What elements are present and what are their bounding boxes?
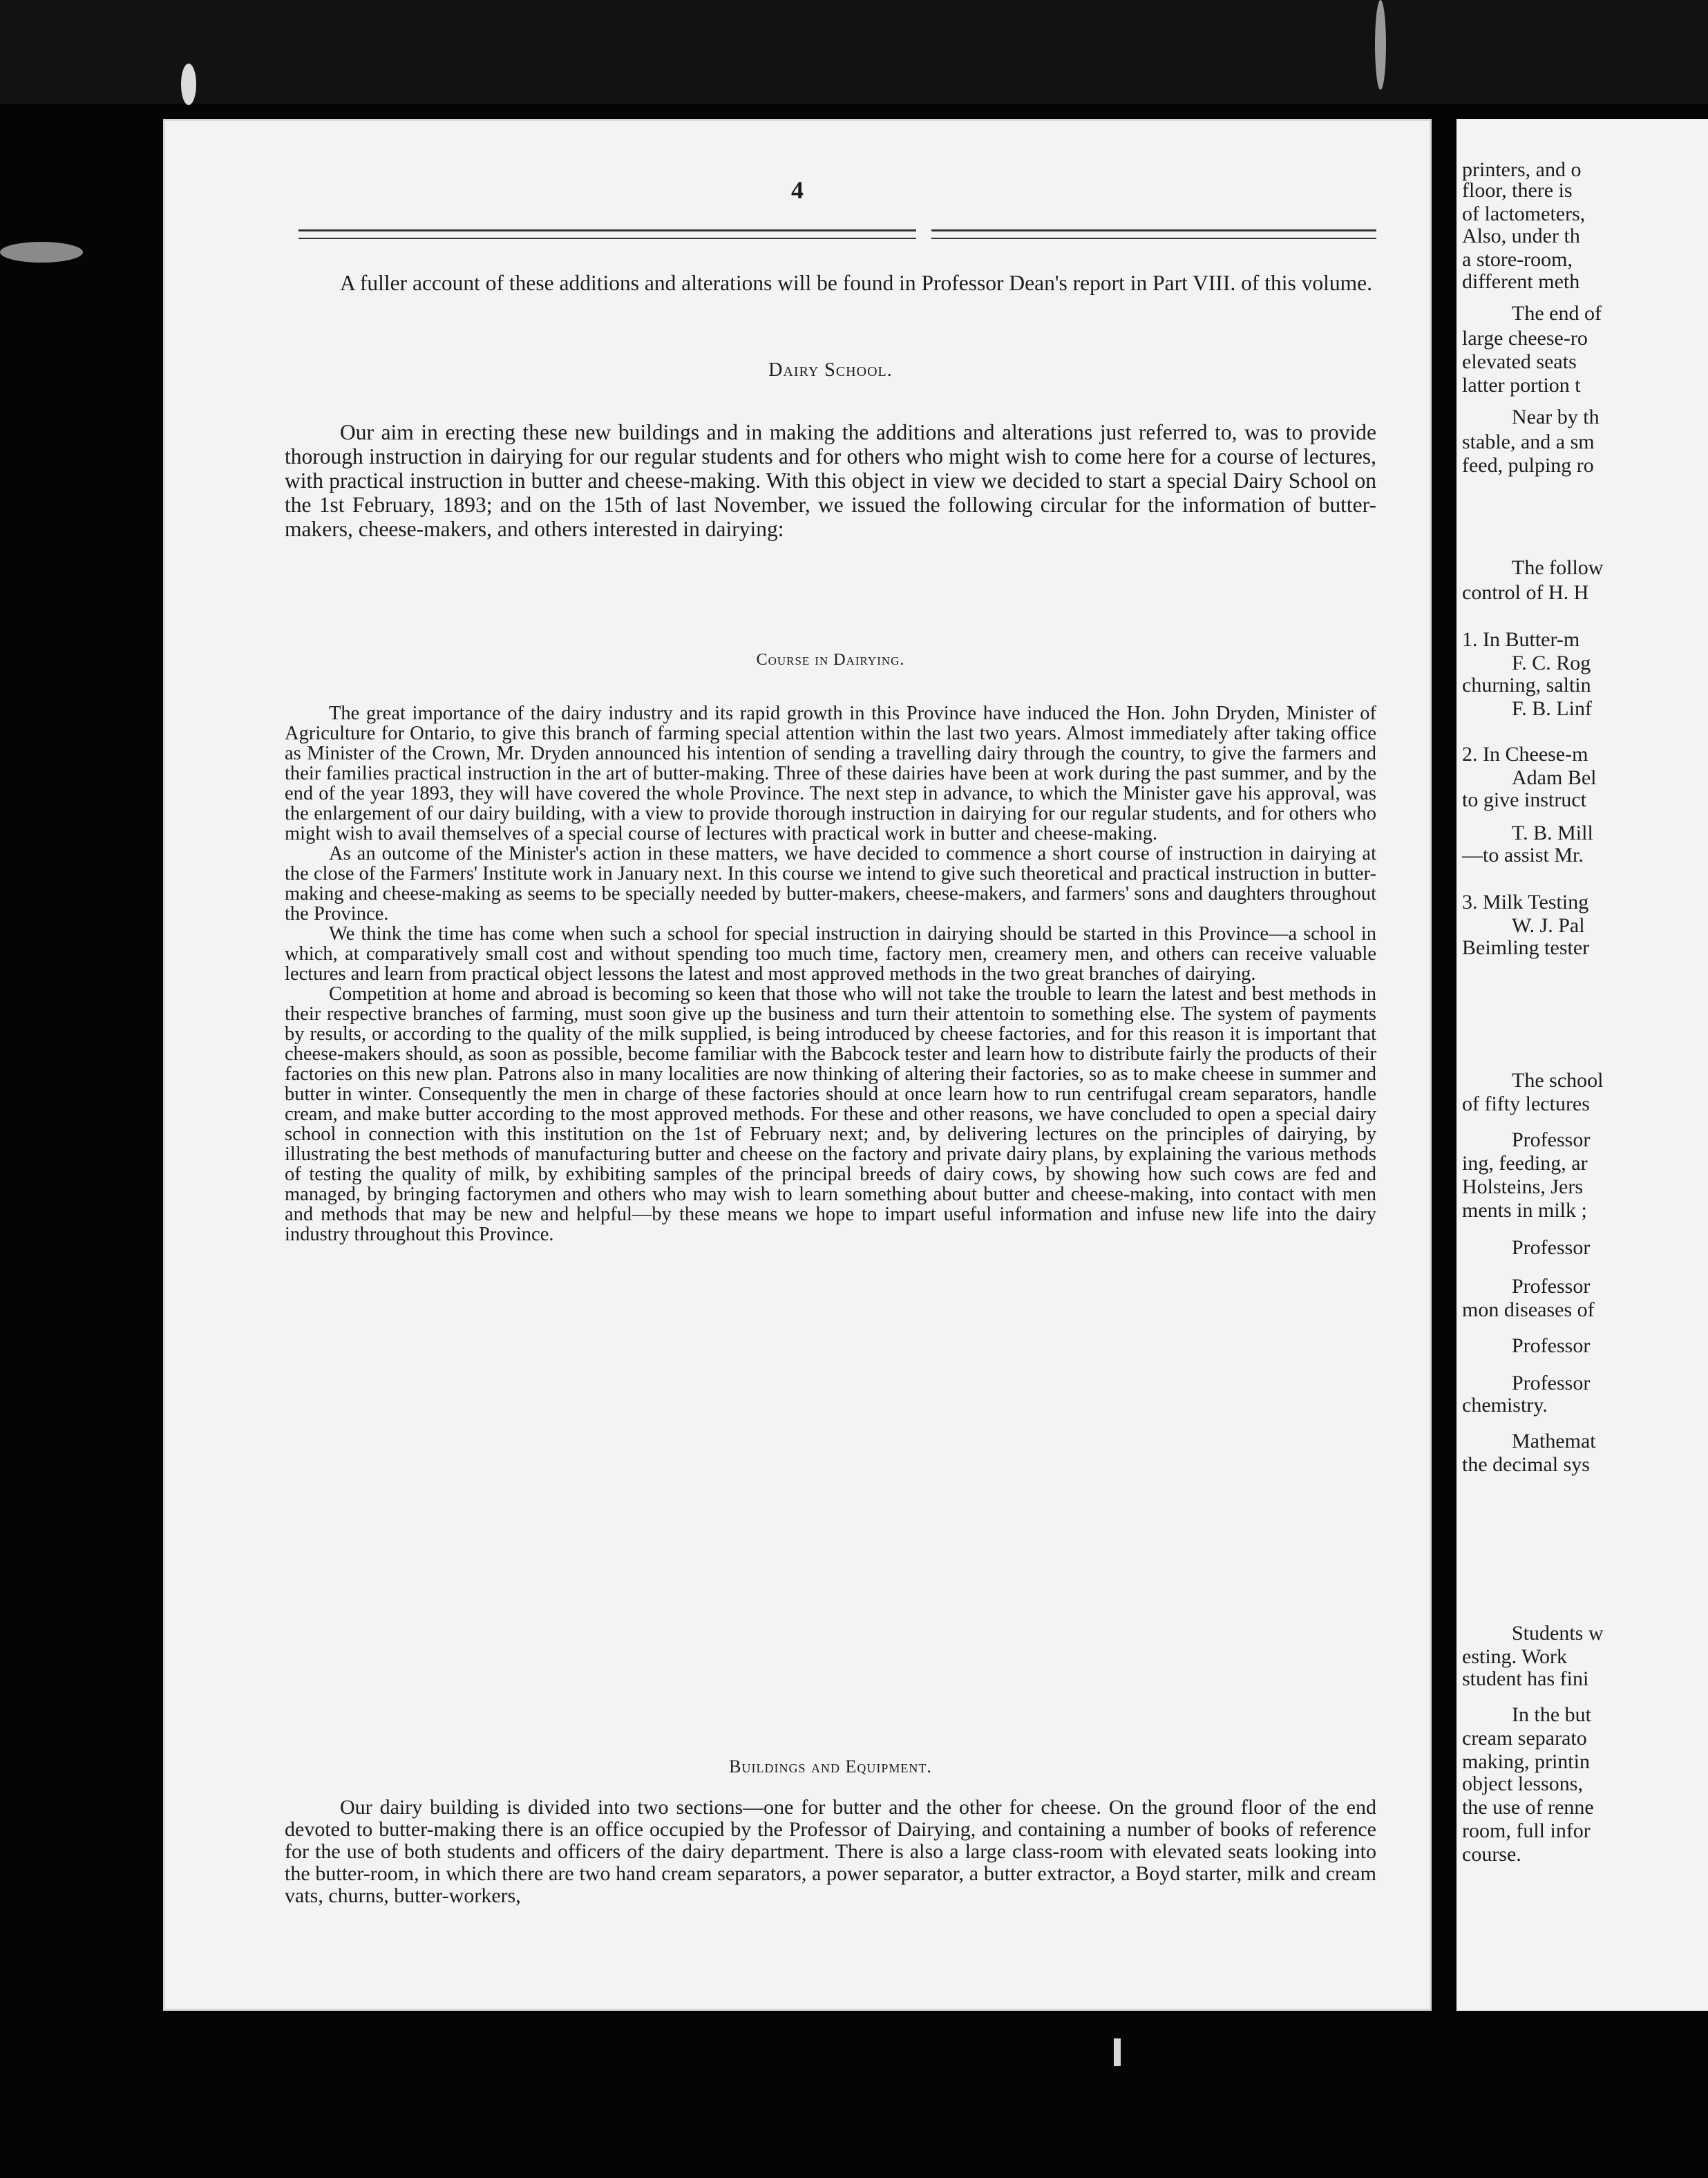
adjacent-page-line: elevated seats bbox=[1462, 350, 1577, 373]
course-paragraph: Competition at home and abroad is becoming so keen that those who will not take the trouble to learn the latest and best methods in their respective branches of farming, must soon give up the business and turn their attentoin to something else. The system of payments by results, or according to the quality of the milk supplied, is being introduced by cheese factories, and for this reason it is important that cheese-makers should, as soon as possible, become familiar with the Babcock tester and learn how to distribute fairly the products of their factories on this new plan. Patrons also in many localities are now thinking of altering their factories, so as to make cheese in summer and butter in winter. Consequently the men in charge of these factories should at once learn how to run centrifugal cream separators, handle cream, and make butter according to the most approved methods. For these and other reasons, we have concluded to open a special dairy school in connection with this institution on the 1st of February next; and, by delivering lectures on the principles of dairying, by illustrating the best methods of manufacturing butter and cheese on the factory and private dairy plans, by explaining the various methods of testing the quality of milk, by exhibiting samples of the principal breeds of dairy cows, by showing how such cows are fed and managed, by bringing factorymen and others who may wish to learn something about butter and cheese-making, into contact with men and methods that may be new and helpful—by these means we hope to impart useful information and infuse new life into the dairy industry throughout this Province. bbox=[285, 983, 1376, 1245]
dairy-school-body bbox=[285, 420, 1376, 541]
adjacent-page-line: printers, and o bbox=[1462, 158, 1582, 181]
adjacent-page-line: F. C. Rog bbox=[1512, 652, 1591, 674]
adjacent-page-line: a store-room, bbox=[1462, 248, 1573, 271]
adjacent-page-line: cream separato bbox=[1462, 1727, 1587, 1750]
section-heading-dairy-school: Dairy School. bbox=[768, 359, 893, 381]
adjacent-page-line: object lessons, bbox=[1462, 1772, 1583, 1795]
document-page bbox=[163, 119, 1432, 2011]
buildings-paragraph: Our dairy building is divided into two sections—one for butter and the other for cheese. On the ground floor of the end devoted to butter-making there is an office occupied by the Professor of Dairying, and containing a number of books of reference for the use of both students and officers of the dairy department. There is also a large class-room with elevated seats looking into the butter-room, in which there are two hand cream separators, a power separator, a butter extractor, a Boyd starter, milk and cream vats, churns, butter-workers, bbox=[285, 1796, 1376, 1907]
course-body bbox=[285, 703, 1376, 1244]
adjacent-page-line: stable, and a sm bbox=[1462, 430, 1595, 453]
adjacent-page-line: latter portion t bbox=[1462, 374, 1581, 397]
adjacent-page-line: F. B. Linf bbox=[1512, 697, 1592, 720]
adjacent-page-line: making, printin bbox=[1462, 1750, 1590, 1773]
buildings-body bbox=[285, 1797, 1376, 1907]
intro-block bbox=[285, 271, 1376, 295]
adjacent-page-line: Professor bbox=[1512, 1372, 1591, 1394]
adjacent-page-line: 2. In Cheese-m bbox=[1462, 743, 1588, 766]
header-rule bbox=[298, 229, 1376, 231]
adjacent-page-line: control of H. H bbox=[1462, 581, 1589, 604]
course-paragraph: As an outcome of the Minister's action in these matters, we have decided to commence a short course of instruction in dairying at the close of the Farmers' Institute work in January next. In this course we intend to give such theoretical and practical instruction in butter-making and cheese-making as seems to be specially needed by butter-makers, cheese-makers, and farmers' sons and daughters throughout the Province. bbox=[285, 843, 1376, 925]
course-section bbox=[285, 651, 1376, 670]
adjacent-page-line: 1. In Butter-m bbox=[1462, 628, 1580, 651]
adjacent-page-line: The follow bbox=[1512, 556, 1604, 579]
adjacent-page-line: to give instruct bbox=[1462, 788, 1586, 811]
adjacent-page-line: different meth bbox=[1462, 270, 1580, 293]
header-rule-gap bbox=[916, 227, 931, 242]
adjacent-page-line: Professor bbox=[1512, 1236, 1591, 1259]
adjacent-page-line: Professor bbox=[1512, 1128, 1591, 1151]
adjacent-page-line: T. B. Mill bbox=[1512, 822, 1593, 844]
section-heading-buildings: Buildings and Equipment. bbox=[729, 1756, 932, 1777]
course-paragraph: We think the time has come when such a school for special instruction in dairying should be started in this Province—a school in which, at comparatively small cost and without spending too much time, factory men, creamery men, and others can receive valuable lectures and learn from practical object lessons the latest and most approved methods in the two great branches of dairying. bbox=[285, 923, 1376, 985]
adjacent-page-line: mon diseases of bbox=[1462, 1298, 1595, 1321]
adjacent-page-line: chemistry. bbox=[1462, 1394, 1548, 1417]
section-heading-course: Course in Dairying. bbox=[756, 651, 905, 669]
buildings-section bbox=[285, 1756, 1376, 1777]
adjacent-page-line: Professor bbox=[1512, 1334, 1591, 1357]
adjacent-page-line: Holsteins, Jers bbox=[1462, 1175, 1583, 1198]
adjacent-page-line: Students w bbox=[1512, 1622, 1604, 1645]
adjacent-page-line: 3. Milk Testing bbox=[1462, 891, 1589, 913]
adjacent-page-line: In the but bbox=[1512, 1703, 1591, 1726]
film-scratch bbox=[1375, 0, 1386, 90]
adjacent-page-line: —to assist Mr. bbox=[1462, 844, 1584, 867]
adjacent-page-line: large cheese-ro bbox=[1462, 327, 1588, 350]
adjacent-page-line: room, full infor bbox=[1462, 1819, 1591, 1842]
adjacent-page-line: the use of renne bbox=[1462, 1796, 1594, 1819]
film-scratch bbox=[0, 242, 83, 263]
adjacent-page-line: Also, under th bbox=[1462, 225, 1580, 247]
adjacent-page-line: of fifty lectures bbox=[1462, 1092, 1590, 1115]
adjacent-page-line: W. J. Pal bbox=[1512, 914, 1585, 937]
adjacent-page-line: Adam Bel bbox=[1512, 766, 1597, 789]
page-number: 4 bbox=[791, 176, 804, 204]
adjacent-page-line: The school bbox=[1512, 1069, 1604, 1092]
adjacent-page bbox=[1456, 119, 1708, 2011]
adjacent-page-line: Professor bbox=[1512, 1275, 1591, 1298]
adjacent-page-line: student has fini bbox=[1462, 1667, 1589, 1690]
adjacent-page-line: Mathemat bbox=[1512, 1430, 1596, 1452]
adjacent-page-line: the decimal sys bbox=[1462, 1453, 1590, 1476]
course-paragraph: The great importance of the dairy industry and its rapid growth in this Province have induced the Hon. John Dryden, Minister of Agriculture for Ontario, to give this branch of farming special attention within the last two years. Almost immediately after taking office as Minister of the Crown, Mr. Dryden announced his intention of sending a travelling dairy through the country, to give the farmers and their families practical instruction in the art of butter-making. Three of these dairies have been at work during the past summer, and by the end of the year 1893, they will have covered the whole Province. The next step in advance, to which the Minister gave his approval, was the enlargement of our dairy building, with a view to provide thorough instruction in dairying for our regular students, and for others who might wish to avail themselves of a special course of lectures with practical work in butter and cheese-making. bbox=[285, 703, 1376, 844]
header-rule bbox=[298, 238, 1376, 239]
film-scratch bbox=[181, 64, 196, 105]
adjacent-page-line: churning, saltin bbox=[1462, 674, 1591, 697]
adjacent-page-line: course. bbox=[1462, 1843, 1521, 1866]
adjacent-page-line: floor, there is bbox=[1462, 179, 1573, 202]
dairy-school-paragraph: Our aim in erecting these new buildings and in making the additions and alterations just referred to, was to provide thorough instruction in dairying for our regular students and for others who might wish to come here for a course of lectures, with practical instruction in butter and cheese-making. With this object in view we decided to start a special Dairy School on the 1st February, 1893; and on the 15th of last November, we issued the following circular for the information of butter-makers, cheese-makers, and others interested in dairying: bbox=[285, 420, 1376, 541]
intro-paragraph: A fuller account of these additions and alterations will be found in Professor Dean's report in Part VIII. of this volume. bbox=[340, 271, 1373, 295]
adjacent-page-line: Beimling tester bbox=[1462, 936, 1590, 959]
dairy-school-section bbox=[285, 359, 1376, 381]
film-speck bbox=[1114, 2038, 1121, 2066]
adjacent-page-line: of lactometers, bbox=[1462, 202, 1586, 225]
adjacent-page-line: Near by th bbox=[1512, 406, 1600, 428]
film-frame-top bbox=[0, 0, 1708, 104]
adjacent-page-line: feed, pulping ro bbox=[1462, 454, 1594, 477]
adjacent-page-line: ments in milk ; bbox=[1462, 1199, 1587, 1222]
adjacent-page-line: The end of bbox=[1512, 302, 1602, 325]
adjacent-page-line: esting. Work bbox=[1462, 1645, 1568, 1668]
adjacent-page-line: ing, feeding, ar bbox=[1462, 1152, 1588, 1175]
